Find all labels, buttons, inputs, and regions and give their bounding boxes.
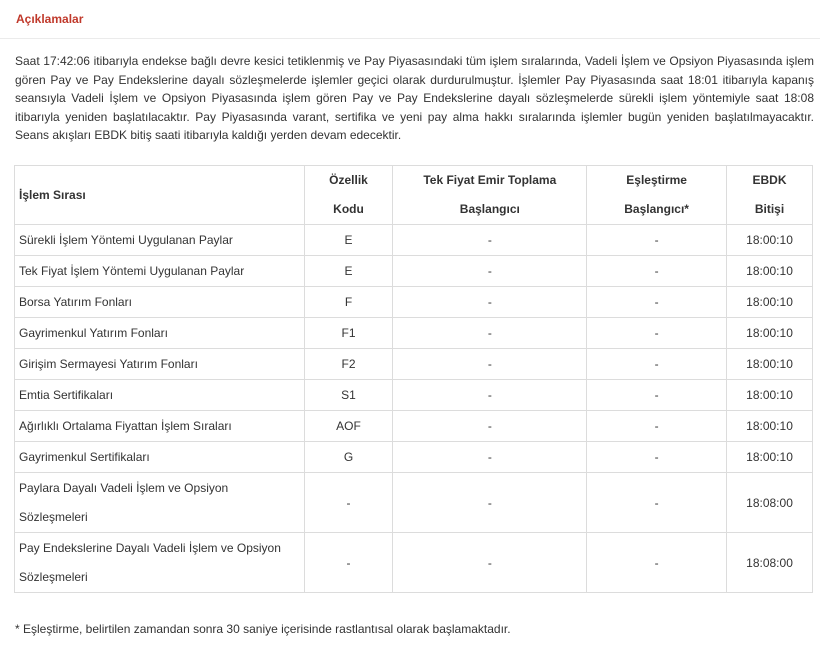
header-tek-fiyat-line2: Başlangıcı <box>459 202 520 216</box>
cell-single-price: - <box>393 287 587 318</box>
table-row <box>15 380 813 411</box>
cell-ebdk: 18:00:10 <box>727 380 813 411</box>
cell-code: S1 <box>304 380 393 411</box>
cell-ebdk: 18:00:10 <box>727 225 813 256</box>
table-row <box>15 533 813 593</box>
cell-ebdk: 18:00:10 <box>727 349 813 380</box>
header-tek-fiyat <box>393 166 587 225</box>
cell-code: AOF <box>304 411 393 442</box>
panel-header <box>0 0 820 39</box>
header-ebdk-line1: EBDK <box>752 173 787 187</box>
header-ebdk-line2: Bitişi <box>754 202 785 216</box>
table-row <box>15 411 813 442</box>
cell-name: Paylara Dayalı Vadeli İşlem ve Opsiyon Sözleşmeleri <box>15 473 305 533</box>
cell-matching: - <box>587 318 727 349</box>
cell-code: F2 <box>304 349 393 380</box>
cell-name: Tek Fiyat İşlem Yöntemi Uygulanan Paylar <box>15 256 305 287</box>
cell-single-price: - <box>393 442 587 473</box>
table-row <box>15 256 813 287</box>
cell-ebdk: 18:00:10 <box>727 256 813 287</box>
cell-single-price: - <box>393 380 587 411</box>
cell-code: E <box>304 225 393 256</box>
cell-matching: - <box>587 442 727 473</box>
intro-paragraph: Saat 17:42:06 itibarıyla endekse bağlı devre kesici tetiklenmiş ve Pay Piyasasındaki tüm işlem sıralarında, Vadeli İşlem ve Opsiyon Piyasasında işlem gören Pay ve Pay Endekslerine dayalı sözleşmelerde işlemler geçici olarak durdurulmuştur. İşlemler Pay Piyasasında saat 18:01 itibarıyla kapanış seansıyla Vadeli İşlem ve Opsiyon Piyasasında işlem gören Pay ve Pay Endekslerine dayalı sözleşmelerde sürekli işlem yöntemiyle saat 18:08 itibarıyla yeniden başlatılacaktır. Pay Piyasasında varant, sertifika ve yeni pay alma hakkı sıralarında işlemler bugün yeniden başlatılmayacaktır. Seans akışları EBDK bitiş saati itibarıyla kaldığı yerden devam edecektir. <box>15 54 814 142</box>
cell-matching: - <box>587 533 727 593</box>
cell-matching: - <box>587 380 727 411</box>
header-tek-fiyat-line1: Tek Fiyat Emir Toplama <box>423 173 557 187</box>
cell-matching: - <box>587 411 727 442</box>
cell-name: Borsa Yatırım Fonları <box>15 287 305 318</box>
header-ozellik-kodu <box>304 166 393 225</box>
cell-single-price: - <box>393 349 587 380</box>
cell-single-price: - <box>393 533 587 593</box>
cell-matching: - <box>587 225 727 256</box>
cell-single-price: - <box>393 318 587 349</box>
table-row <box>15 442 813 473</box>
cell-ebdk: 18:00:10 <box>727 411 813 442</box>
table-row <box>15 473 813 533</box>
cell-code: F <box>304 287 393 318</box>
cell-name: Gayrimenkul Yatırım Fonları <box>15 318 305 349</box>
header-eslestirme-line2: Başlangıcı* <box>624 202 689 216</box>
table-row <box>15 318 813 349</box>
footnote: * Eşleştirme, belirtilen zamandan sonra 30 saniye içerisinde rastlantısal olarak başlamaktadır. <box>15 622 511 636</box>
header-islem-sirasi: İşlem Sırası <box>15 166 305 225</box>
header-ebdk <box>727 166 813 225</box>
header-ozellik-kodu-line1: Özellik <box>329 173 368 187</box>
cell-single-price: - <box>393 256 587 287</box>
cell-name: Girişim Sermayesi Yatırım Fonları <box>15 349 305 380</box>
cell-single-price: - <box>393 473 587 533</box>
cell-code: - <box>304 533 393 593</box>
cell-matching: - <box>587 287 727 318</box>
cell-name: Emtia Sertifikaları <box>15 380 305 411</box>
cell-code: - <box>304 473 393 533</box>
cell-ebdk: 18:08:00 <box>727 473 813 533</box>
cell-matching: - <box>587 256 727 287</box>
cell-single-price: - <box>393 411 587 442</box>
cell-code: G <box>304 442 393 473</box>
cell-ebdk: 18:00:10 <box>727 442 813 473</box>
cell-name: Gayrimenkul Sertifikaları <box>15 442 305 473</box>
header-eslestirme-line1: Eşleştirme <box>626 173 687 187</box>
header-ozellik-kodu-line2: Kodu <box>333 202 364 216</box>
cell-name: Sürekli İşlem Yöntemi Uygulanan Paylar <box>15 225 305 256</box>
cell-name: Ağırlıklı Ortalama Fiyattan İşlem Sıraları <box>15 411 305 442</box>
session-table <box>14 165 813 593</box>
cell-name: Pay Endekslerine Dayalı Vadeli İşlem ve Opsiyon Sözleşmeleri <box>15 533 305 593</box>
table-row <box>15 349 813 380</box>
cell-ebdk: 18:08:00 <box>727 533 813 593</box>
header-eslestirme <box>587 166 727 225</box>
cell-matching: - <box>587 473 727 533</box>
cell-code: E <box>304 256 393 287</box>
table-row <box>15 287 813 318</box>
panel-title: Açıklamalar <box>16 12 84 26</box>
cell-matching: - <box>587 349 727 380</box>
table-row <box>15 225 813 256</box>
cell-code: F1 <box>304 318 393 349</box>
cell-single-price: - <box>393 225 587 256</box>
cell-ebdk: 18:00:10 <box>727 318 813 349</box>
table-header-row <box>15 166 813 225</box>
cell-ebdk: 18:00:10 <box>727 287 813 318</box>
